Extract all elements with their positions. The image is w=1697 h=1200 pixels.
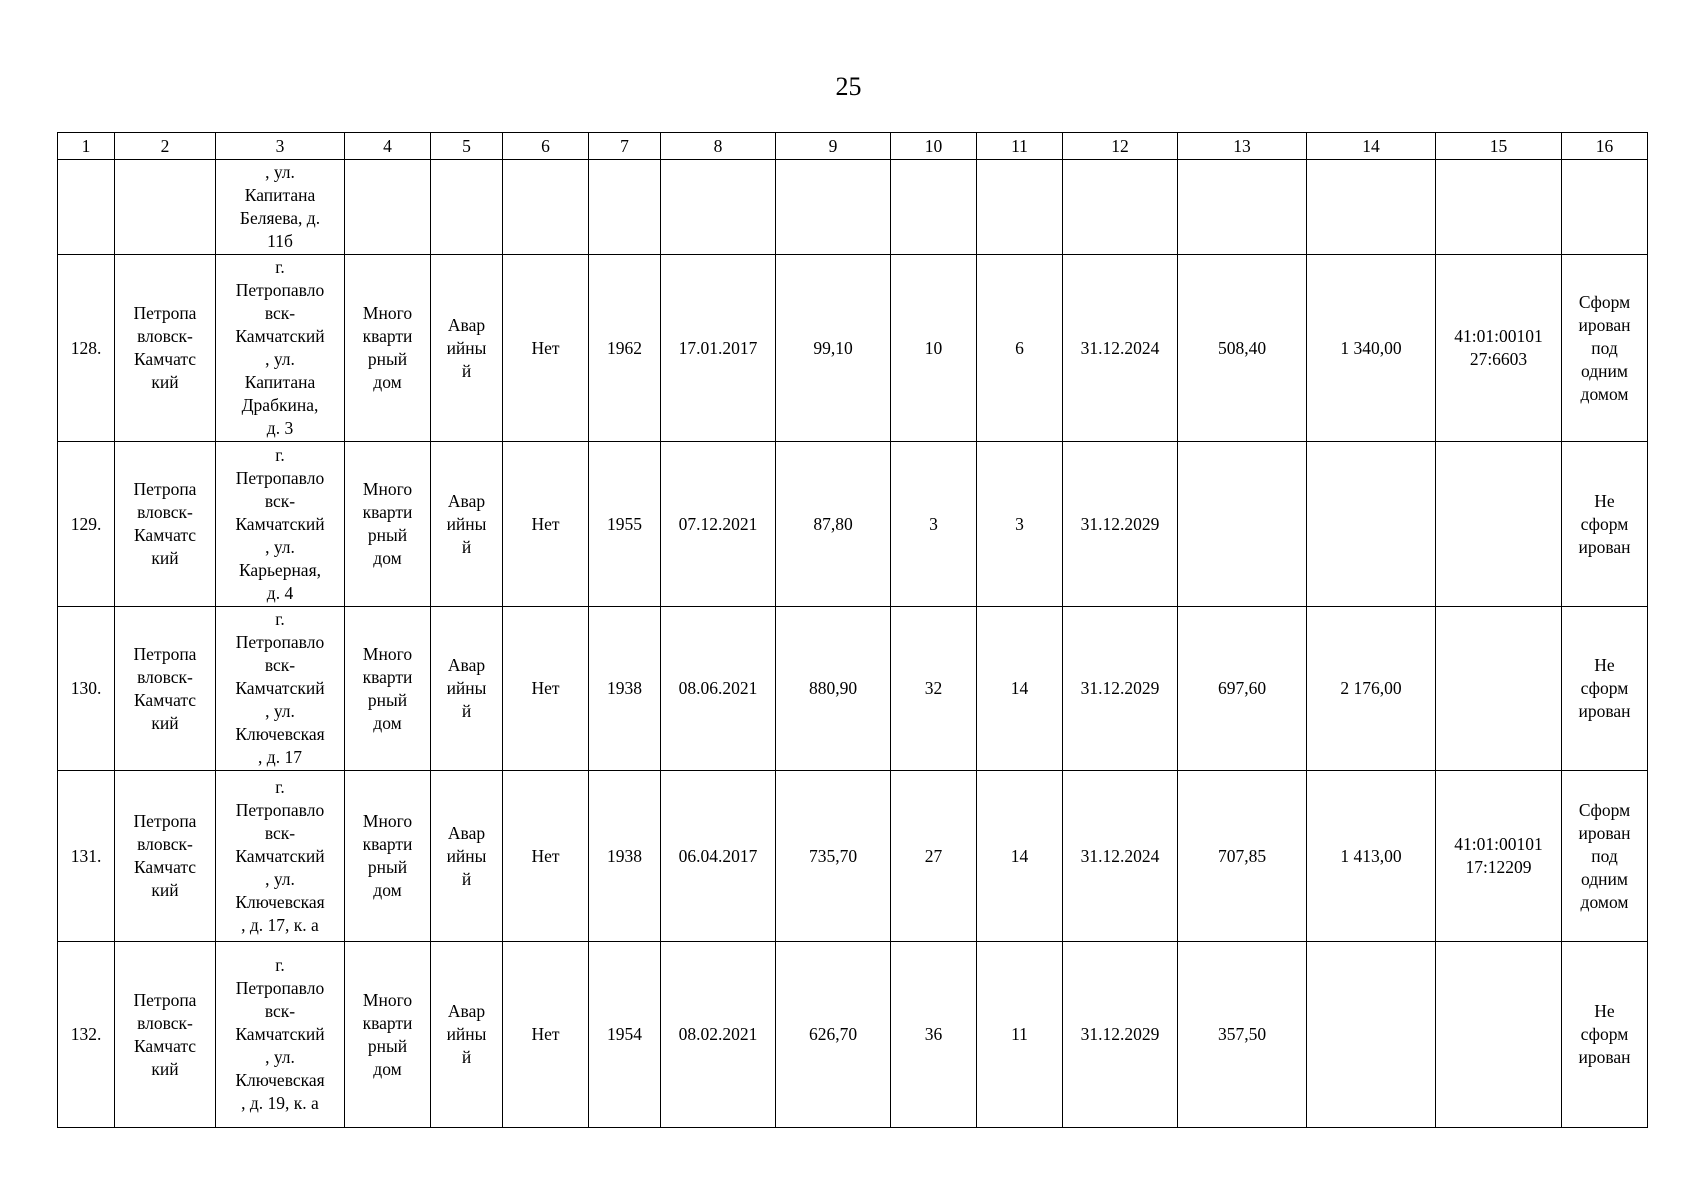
date-cell: 17.01.2017 bbox=[661, 255, 776, 442]
table-cell bbox=[503, 160, 589, 255]
address-cell: г. Петропавло вск- Камчатский , ул. Капитана Драбкина, д. 3 bbox=[216, 255, 345, 442]
note-cell: Не сформ ирован bbox=[1562, 942, 1648, 1128]
table-cell: 3 bbox=[891, 442, 977, 607]
deadline-cell: 31.12.2024 bbox=[1063, 255, 1178, 442]
table-cell: 14 bbox=[977, 771, 1063, 942]
table-cell bbox=[1063, 160, 1178, 255]
table-row bbox=[58, 942, 1648, 1128]
year-cell: 1938 bbox=[589, 607, 661, 771]
note-cell: Сформ ирован под одним домом bbox=[1562, 771, 1648, 942]
note-cell: Сформ ирован под одним домом bbox=[1562, 255, 1648, 442]
address-cell: г. Петропавло вск- Камчатский , ул. Ключевская , д. 19, к. а bbox=[216, 942, 345, 1128]
area-cell: 880,90 bbox=[776, 607, 891, 771]
column-header: 3 bbox=[216, 133, 345, 160]
year-cell: 1955 bbox=[589, 442, 661, 607]
table-cell: Нет bbox=[503, 607, 589, 771]
cadastre-cell: 41:01:00101 17:12209 bbox=[1436, 771, 1562, 942]
table-cell: 14 bbox=[977, 607, 1063, 771]
deadline-cell: 31.12.2029 bbox=[1063, 607, 1178, 771]
table-cell bbox=[977, 160, 1063, 255]
column-number-row bbox=[58, 133, 1648, 160]
column-header: 10 bbox=[891, 133, 977, 160]
year-cell: 1962 bbox=[589, 255, 661, 442]
column-header: 2 bbox=[115, 133, 216, 160]
table-cell bbox=[115, 160, 216, 255]
table-cell: Нет bbox=[503, 255, 589, 442]
table-cell bbox=[891, 160, 977, 255]
address-cell: г. Петропавло вск- Камчатский , ул. Ключевская , д. 17, к. а bbox=[216, 771, 345, 942]
table-cell: 1 413,00 bbox=[1307, 771, 1436, 942]
table-cell bbox=[1307, 160, 1436, 255]
cadastre-cell bbox=[1436, 607, 1562, 771]
building-type-cell: Много кварти рный дом bbox=[345, 255, 431, 442]
column-header: 5 bbox=[431, 133, 503, 160]
building-type-cell: Много кварти рный дом bbox=[345, 442, 431, 607]
status-cell: Авар ийны й bbox=[431, 607, 503, 771]
row-number-cell: 132. bbox=[58, 942, 115, 1128]
table-cell: 707,85 bbox=[1178, 771, 1307, 942]
continuation-row bbox=[58, 160, 1648, 255]
table-cell: 508,40 bbox=[1178, 255, 1307, 442]
table-cell bbox=[776, 160, 891, 255]
table-cell: 1 340,00 bbox=[1307, 255, 1436, 442]
housing-registry-table bbox=[57, 132, 1648, 1128]
column-header: 12 bbox=[1063, 133, 1178, 160]
building-type-cell: Много кварти рный дом bbox=[345, 771, 431, 942]
area-cell: 99,10 bbox=[776, 255, 891, 442]
deadline-cell: 31.12.2029 bbox=[1063, 942, 1178, 1128]
table-cell bbox=[1178, 160, 1307, 255]
city-cell: Петропа вловск- Камчатс кий bbox=[115, 771, 216, 942]
note-cell: Не сформ ирован bbox=[1562, 442, 1648, 607]
table-cell bbox=[431, 160, 503, 255]
status-cell: Авар ийны й bbox=[431, 255, 503, 442]
deadline-cell: 31.12.2029 bbox=[1063, 442, 1178, 607]
page-number: 25 bbox=[835, 72, 862, 101]
column-header: 14 bbox=[1307, 133, 1436, 160]
table-cell: 697,60 bbox=[1178, 607, 1307, 771]
city-cell: Петропа вловск- Камчатс кий bbox=[115, 942, 216, 1128]
column-header: 4 bbox=[345, 133, 431, 160]
cadastre-cell bbox=[1436, 442, 1562, 607]
table-cell: Нет bbox=[503, 771, 589, 942]
address-cell: г. Петропавло вск- Камчатский , ул. Карьерная, д. 4 bbox=[216, 442, 345, 607]
year-cell: 1938 bbox=[589, 771, 661, 942]
building-type-cell: Много кварти рный дом bbox=[345, 942, 431, 1128]
table-cell: 357,50 bbox=[1178, 942, 1307, 1128]
table-cell: 32 bbox=[891, 607, 977, 771]
note-cell: Не сформ ирован bbox=[1562, 607, 1648, 771]
city-cell: Петропа вловск- Камчатс кий bbox=[115, 442, 216, 607]
table-cell: Нет bbox=[503, 442, 589, 607]
table-cell: 27 bbox=[891, 771, 977, 942]
column-header: 1 bbox=[58, 133, 115, 160]
table-cell: 11 bbox=[977, 942, 1063, 1128]
area-cell: 735,70 bbox=[776, 771, 891, 942]
table-row bbox=[58, 255, 1648, 442]
address-cell: , ул. Капитана Беляева, д. 11б bbox=[216, 160, 345, 255]
table-cell: Нет bbox=[503, 942, 589, 1128]
table-cell bbox=[1307, 942, 1436, 1128]
column-header: 11 bbox=[977, 133, 1063, 160]
year-cell: 1954 bbox=[589, 942, 661, 1128]
table-cell bbox=[1307, 442, 1436, 607]
status-cell: Авар ийны й bbox=[431, 442, 503, 607]
deadline-cell: 31.12.2024 bbox=[1063, 771, 1178, 942]
status-cell: Авар ийны й bbox=[431, 771, 503, 942]
column-header: 8 bbox=[661, 133, 776, 160]
table-cell: 36 bbox=[891, 942, 977, 1128]
column-header: 9 bbox=[776, 133, 891, 160]
city-cell: Петропа вловск- Камчатс кий bbox=[115, 255, 216, 442]
table-cell: 6 bbox=[977, 255, 1063, 442]
column-header: 7 bbox=[589, 133, 661, 160]
column-header: 15 bbox=[1436, 133, 1562, 160]
area-cell: 87,80 bbox=[776, 442, 891, 607]
date-cell: 08.02.2021 bbox=[661, 942, 776, 1128]
column-header: 6 bbox=[503, 133, 589, 160]
table-cell bbox=[1178, 442, 1307, 607]
address-cell: г. Петропавло вск- Камчатский , ул. Ключевская , д. 17 bbox=[216, 607, 345, 771]
date-cell: 07.12.2021 bbox=[661, 442, 776, 607]
table-cell bbox=[589, 160, 661, 255]
table-cell bbox=[1436, 160, 1562, 255]
table-cell: 2 176,00 bbox=[1307, 607, 1436, 771]
table-cell: 10 bbox=[891, 255, 977, 442]
city-cell: Петропа вловск- Камчатс кий bbox=[115, 607, 216, 771]
row-number-cell: 131. bbox=[58, 771, 115, 942]
cadastre-cell bbox=[1436, 942, 1562, 1128]
row-number-cell: 129. bbox=[58, 442, 115, 607]
table-cell bbox=[661, 160, 776, 255]
building-type-cell: Много кварти рный дом bbox=[345, 607, 431, 771]
row-number-cell: 128. bbox=[58, 255, 115, 442]
area-cell: 626,70 bbox=[776, 942, 891, 1128]
date-cell: 08.06.2021 bbox=[661, 607, 776, 771]
table-cell: 3 bbox=[977, 442, 1063, 607]
date-cell: 06.04.2017 bbox=[661, 771, 776, 942]
table-cell bbox=[58, 160, 115, 255]
table-cell bbox=[345, 160, 431, 255]
table-row bbox=[58, 607, 1648, 771]
status-cell: Авар ийны й bbox=[431, 942, 503, 1128]
table-cell bbox=[1562, 160, 1648, 255]
row-number-cell: 130. bbox=[58, 607, 115, 771]
table-row bbox=[58, 442, 1648, 607]
column-header: 13 bbox=[1178, 133, 1307, 160]
cadastre-cell: 41:01:00101 27:6603 bbox=[1436, 255, 1562, 442]
column-header: 16 bbox=[1562, 133, 1648, 160]
table-row bbox=[58, 771, 1648, 942]
